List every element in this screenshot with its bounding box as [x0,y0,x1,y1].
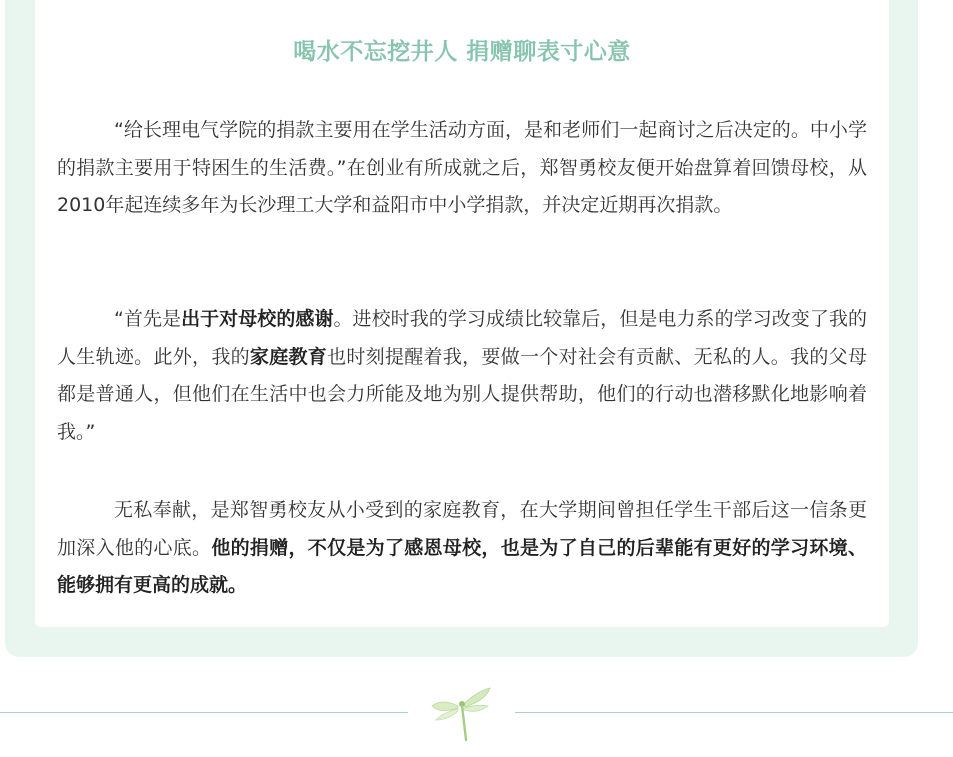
text-segment: 无私奉献，是郑智勇校友从小受到的家庭教育，在大学期间曾担任学生干部后这一信条更加深入他的心底。 [57,499,867,559]
bold-text-segment: 出于对母校的感谢 [181,308,334,330]
text-segment: 也时刻提醒着我，要做一个对社会有贡献、无私的人。我的父母都是普通人，但他们在生活中也会力所能及地为别人提供帮助，他们的行动也潜移默化地影响着我。” [57,345,867,443]
text-segment: “给长理电气学院的捐款主要用在学生活动方面，是和老师们一起商讨之后决定的。中小学的捐款主要用于特困生的生活费。”在创业有所成就之后，郑智勇校友便开始盘算着回馈母校，从2010年起连续多年为长沙理工大学和益阳市中小学捐款，并决定近期再次捐款。 [57,119,867,216]
article-card [35,0,889,627]
paragraph-1 [57,112,867,225]
divider-line-left [0,712,408,713]
paragraph-2 [57,301,867,451]
paragraph-3 [57,492,867,605]
divider-line-right [515,712,953,713]
article-panel [5,0,918,657]
text-segment: 。进校时我的学习成绩比较靠后，但是电力系的学习改变了我的人生轨迹。此外，我的 [57,308,867,368]
bold-text-segment: 他的捐赠，不仅是为了感恩母校，也是为了自己的后辈能有更好的学习环境、能够拥有更高的成就。 [57,536,867,596]
article-title: 喝水不忘挖井人 捐赠聊表寸心意 [293,39,631,65]
dragonfly-icon [428,684,494,744]
bold-text-segment: 家庭教育 [249,345,328,368]
text-segment: “首先是 [114,308,182,330]
